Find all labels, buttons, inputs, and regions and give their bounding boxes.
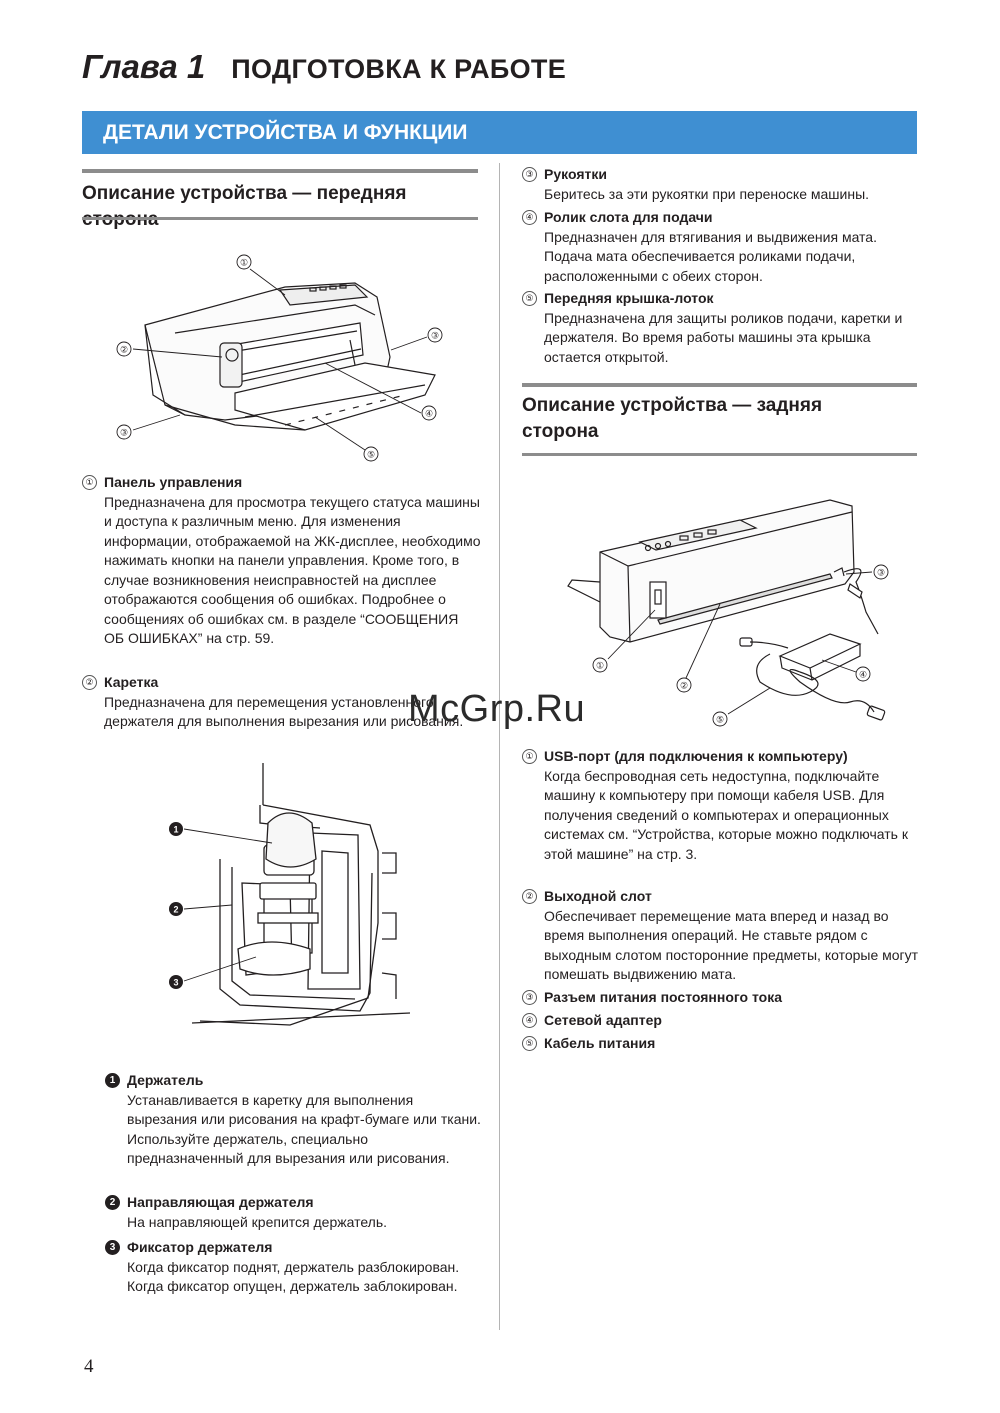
front-callout-3a: ③ [430, 330, 440, 341]
back-item-label: Кабель питания [544, 1035, 656, 1051]
back-callout-1: ① [595, 660, 605, 671]
front-item-desc: Беритесь за эти рукоятки при переноске машины. [544, 185, 870, 202]
front-item [525, 208, 919, 286]
front-callout-3b: ③ [119, 427, 129, 438]
carriage-item [109, 1238, 483, 1297]
carriage-item [109, 1193, 483, 1232]
front-machine-illustration [105, 245, 455, 470]
back-item-desc: Обеспечивает перемещение мата вперед и назад во время выполнения операций. Не ставьте рядом с выходным слотом посторонние предметы, которые могут помешать выдвижению мата. [544, 907, 919, 982]
chapter-title: ПОДГОТОВКА К РАБОТЕ [231, 54, 567, 84]
front-item-number: ② [82, 675, 97, 690]
back-callout-3: ③ [876, 567, 886, 578]
carriage-item-number: 3 [105, 1240, 120, 1255]
carriage-item-number: 1 [105, 1073, 120, 1088]
front-callout-4: ④ [424, 408, 434, 419]
back-item-label: Разъем питания постоянного тока [544, 989, 782, 1005]
carriage-callout-1: 1 [173, 824, 179, 835]
back-title-rule-bottom [522, 453, 917, 456]
back-item [525, 1034, 919, 1054]
front-title-rule-bottom [82, 217, 478, 220]
front-item-label: Ролик слота для подачи [544, 209, 713, 225]
back-item-desc: Когда беспроводная сеть недоступна, подключайте машину к компьютеру при помощи кабеля USB. Для получения сведений о компьютерах и операционных системах см. “Устройства, которые можно подключать к этой машине” на стр. 3. [544, 767, 908, 862]
front-callout-5: ⑤ [366, 449, 376, 460]
front-item-desc: Предназначен для втягивания и выдвижения мата. Подача мата обеспечивается роликами подачи, расположенными с обеих сторон. [544, 228, 877, 284]
back-item-number: ① [522, 749, 537, 764]
front-item [525, 289, 919, 367]
back-item-number: ② [522, 889, 537, 904]
front-item-label: Каретка [104, 674, 159, 690]
back-section-title: Описание устройства — задняя сторона [522, 395, 823, 442]
back-callout-5: ⑤ [715, 714, 725, 725]
back-item-label: Сетевой адаптер [544, 1012, 662, 1028]
page-number: 4 [84, 1356, 94, 1377]
front-item-desc: Предназначена для просмотра текущего статуса машины и доступа к различным меню. Для изменения информации, отображаемой на ЖК-дисплее, необходимо нажимать кнопки на панели управления. Кроме того, в случае возникновения неисправностей на дисплее отображаются сообщения об ошибках. Подробнее о сообщениях об ошибках см. в разделе “СООБЩЕНИЯ ОБ ОШИБКАХ” на стр. 59. [104, 493, 481, 646]
back-item-number: ⑤ [522, 1036, 537, 1051]
carriage-item-desc: На направляющей крепится держатель. [127, 1213, 388, 1230]
back-callout-4: ④ [858, 669, 868, 680]
front-title-rule-top [82, 169, 478, 173]
front-callout-1: ① [239, 257, 249, 268]
back-item [525, 988, 919, 1008]
front-callout-2: ② [119, 344, 129, 355]
front-item-number: ④ [522, 210, 537, 225]
carriage-illustration [160, 763, 410, 1038]
front-item [525, 165, 919, 204]
back-item [525, 1011, 919, 1031]
carriage-item-label: Направляющая держателя [127, 1194, 314, 1210]
carriage-item-desc: Устанавливается в каретку для выполнения вырезания или рисования на крафт-бумаге или ткани. Используйте держатель, специально предназначенный для вырезания или рисования. [127, 1091, 481, 1166]
back-title-rule-top [522, 383, 917, 387]
carriage-callout-2: 2 [173, 904, 179, 915]
chapter-number: Глава 1 [82, 48, 206, 85]
front-item-number: ③ [522, 167, 537, 182]
column-divider [499, 163, 500, 1330]
back-callout-2: ② [679, 680, 689, 691]
front-item-label: Передняя крышка-лоток [544, 290, 714, 306]
back-item-number: ③ [522, 990, 537, 1005]
back-item [525, 887, 919, 985]
front-section-title: Описание устройства — передняя [82, 183, 407, 204]
section-banner: ДЕТАЛИ УСТРОЙСТВА И ФУНКЦИИ [82, 111, 917, 154]
front-item-desc: Предназначена для перемещения установленного держателя для выполнения вырезания или рисования. [104, 693, 464, 729]
front-item-label: Панель управления [104, 474, 243, 490]
watermark: McGrp.Ru [408, 688, 586, 730]
back-item-number: ④ [522, 1013, 537, 1028]
back-machine-illustration [560, 492, 905, 732]
front-item-label: Рукоятки [544, 166, 607, 182]
back-item-label: USB-порт (для подключения к компьютеру) [544, 748, 848, 764]
carriage-item-label: Фиксатор держателя [127, 1239, 273, 1255]
back-item [525, 747, 919, 864]
front-item-number: ⑤ [522, 291, 537, 306]
carriage-callout-3: 3 [173, 977, 179, 988]
back-item-label: Выходной слот [544, 888, 652, 904]
chapter-heading [82, 48, 566, 86]
front-item-desc: Предназначена для защиты роликов подачи, каретки и держателя. Во время работы машины эта крышка остается открытой. [544, 309, 903, 365]
carriage-item-label: Держатель [127, 1072, 204, 1088]
front-item-number: ① [82, 475, 97, 490]
carriage-item [109, 1071, 483, 1169]
front-item [85, 473, 482, 649]
carriage-item-number: 2 [105, 1195, 120, 1210]
carriage-item-desc: Когда фиксатор поднят, держатель разблокирован. Когда фиксатор опущен, держатель заблокирован. [127, 1258, 460, 1294]
